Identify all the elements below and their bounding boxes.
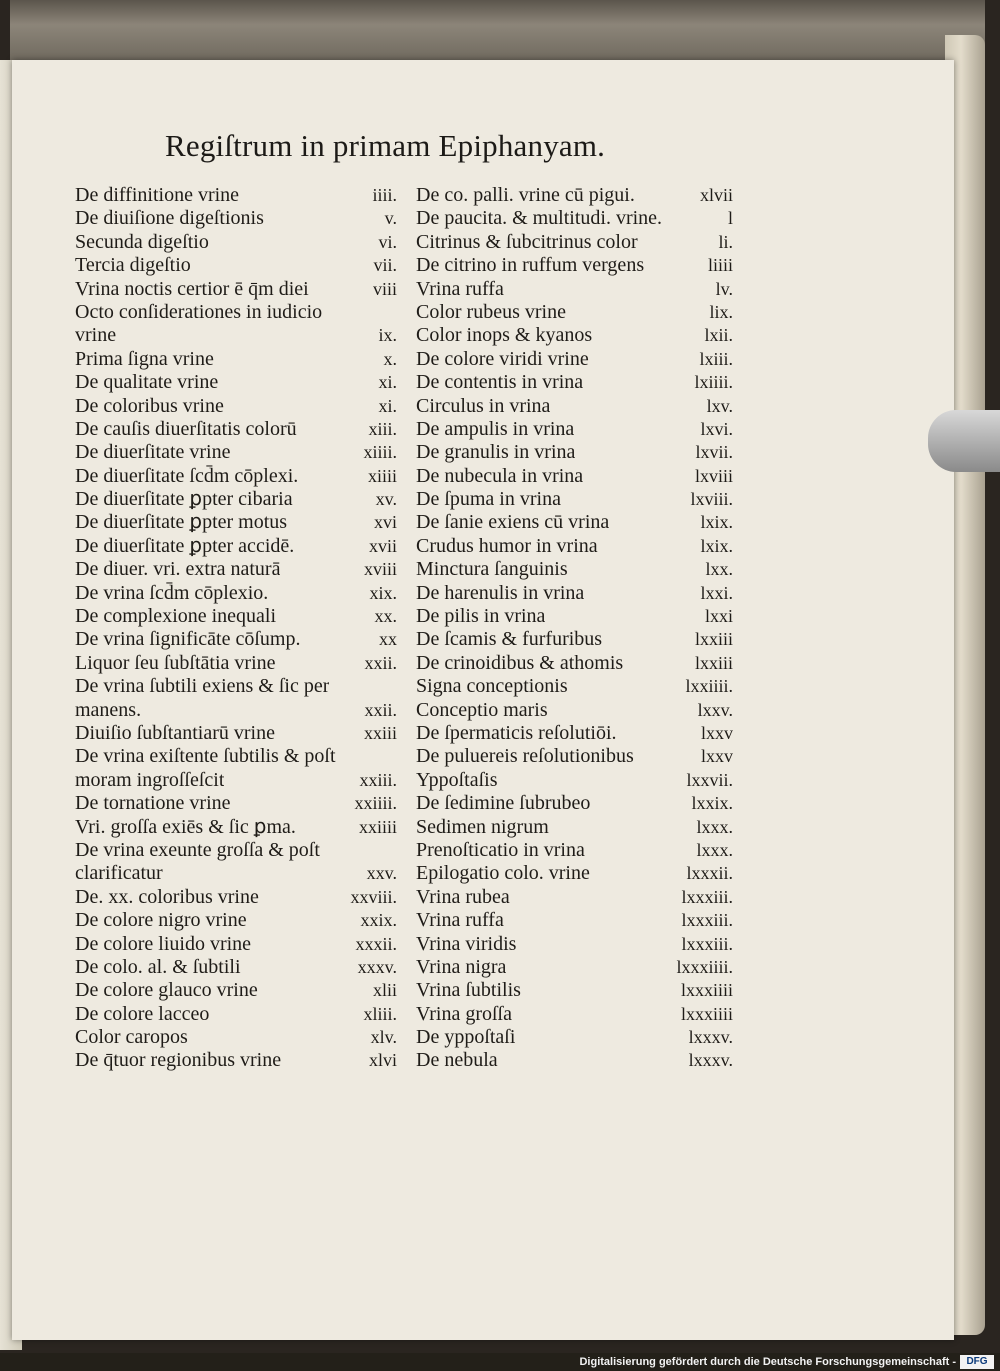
entry-label: Color caropos: [75, 1026, 188, 1049]
entry-folio: lxxv: [700, 746, 733, 767]
register-entry: [416, 1003, 733, 1026]
entry-folio: xv.: [375, 489, 397, 510]
entry-label: De colore viridi vrine: [416, 347, 589, 370]
entry-label: Vrina ſubtilis: [416, 979, 521, 1002]
entry-folio: lxxxiiii: [680, 980, 733, 1001]
entry-label: De colore liuido vrine: [75, 932, 252, 955]
entry-label: De ſpermaticis reſolutiōi.: [416, 721, 617, 744]
entry-label: De ſpuma in vrina: [416, 488, 561, 511]
entry-folio: lxviii.: [690, 489, 733, 510]
entry-label: Vrina rubea: [416, 885, 510, 908]
register-entry: [75, 792, 397, 815]
register-entry: [416, 231, 733, 254]
entry-label: Vrina ruffa: [416, 909, 504, 932]
footer-credit: Digitalisierung gefördert durch die Deutsche Forschungsgemeinschaft -: [579, 1356, 956, 1368]
page-clip: [928, 410, 1000, 472]
register-entry: [416, 488, 733, 511]
entry-label: De complexione inequali: [75, 605, 277, 628]
register-entry: [75, 699, 397, 722]
entry-label: Color inops & kyanos: [416, 324, 593, 347]
entry-label: De diuer. vri. extra naturā: [75, 558, 281, 581]
entry-label: De nebula: [416, 1049, 498, 1072]
entry-folio: lxxiiii.: [685, 676, 733, 697]
entry-label: De granulis in vrina: [416, 441, 576, 464]
entry-folio: lxxi.: [700, 582, 733, 603]
entry-label: vrine: [75, 324, 117, 347]
entry-label: Minctura ſanguinis: [416, 558, 568, 581]
entry-label: De contentis in vrina: [416, 371, 584, 394]
entry-label: De puluereis reſolutionibus: [416, 745, 634, 768]
entry-folio: x.: [383, 348, 397, 369]
register-entry: [75, 839, 397, 862]
register-entry: [416, 956, 733, 979]
entry-folio: lxv.: [706, 395, 733, 416]
entry-folio: xlvii: [699, 185, 733, 205]
register-entry: [416, 278, 733, 301]
register-entry: [75, 722, 397, 745]
entry-folio: xxxii.: [355, 933, 397, 954]
register-entry: [416, 184, 733, 207]
register-entry: [416, 792, 733, 815]
register-entry: [75, 979, 397, 1002]
register-entry: [75, 1049, 397, 1072]
register-entry: [75, 441, 397, 464]
entry-folio: lxxxiiii: [680, 1003, 733, 1024]
entry-folio: lxxiii: [694, 652, 733, 673]
entry-label: Color rubeus vrine: [416, 300, 566, 323]
entry-label: De vrina ſubtili exiens & ſic per: [75, 675, 330, 698]
entry-label: De crinoidibus & athomis: [416, 651, 624, 674]
entry-label: manens.: [75, 698, 142, 721]
register-entry: [416, 816, 733, 839]
entry-label: Sedimen nigrum: [416, 815, 549, 838]
register-entry: [75, 535, 397, 558]
entry-label: De co. palli. vrine cū pigui.: [416, 184, 635, 206]
entry-label: De diffinitione vrine: [75, 184, 240, 206]
register-entry: [75, 745, 397, 768]
entry-label: De coloribus vrine: [75, 394, 224, 417]
register-entry: [75, 956, 397, 979]
register-entry: [416, 207, 733, 230]
entry-folio: lxiiii.: [694, 372, 733, 393]
entry-folio: xlv.: [370, 1027, 397, 1048]
entry-label: Vrina ruffa: [416, 277, 504, 300]
register-entry: [416, 441, 733, 464]
register-entry: [75, 278, 397, 301]
entry-label: De diuerſitate ꝑpter accidē.: [75, 534, 295, 557]
register-entry: [75, 511, 397, 534]
entry-label: Vri. groſſa exiēs & ſic ꝑma.: [75, 815, 296, 838]
register-entry: [416, 933, 733, 956]
entry-label: Vrina nigra: [416, 955, 507, 978]
entry-folio: lxxi: [704, 606, 733, 627]
register-entry: [416, 862, 733, 885]
entry-folio: lxxxiii.: [681, 933, 733, 954]
entry-label: De colo. al. & ſubtili: [75, 955, 241, 978]
entry-label: Epilogatio colo. vrine: [416, 862, 590, 885]
register-entry: [75, 184, 397, 207]
register-entry: [416, 511, 733, 534]
register-entry: [416, 254, 733, 277]
entry-label: De colore nigro vrine: [75, 909, 247, 932]
register-entry: [75, 605, 397, 628]
entry-label: De cauſis diuerſitatis colorū: [75, 417, 297, 440]
entry-folio: xxv.: [366, 863, 397, 884]
entry-folio: lxxxii.: [686, 863, 733, 884]
register-entry: [416, 465, 733, 488]
entry-folio: xxiiii.: [354, 793, 397, 814]
entry-label: De diuiſione digeſtionis: [75, 207, 264, 230]
entry-label: Vrina noctis certior ē q̄m diei: [75, 277, 309, 300]
register-entry: [416, 722, 733, 745]
entry-folio: lxix.: [700, 512, 733, 533]
entry-label: Vrina groſſa: [416, 1002, 512, 1025]
entry-folio: xi.: [378, 372, 397, 393]
register-entry: [416, 909, 733, 932]
entry-folio: lxvii.: [695, 442, 733, 463]
entry-label: Signa conceptionis: [416, 675, 568, 698]
entry-folio: viii: [372, 278, 397, 299]
register-entry: [75, 816, 397, 839]
entry-folio: xvii: [368, 535, 397, 556]
entry-folio: xxii.: [364, 652, 397, 673]
entry-folio: xlii: [372, 980, 397, 1001]
entry-folio: lxxvii.: [686, 769, 733, 790]
entry-label: Citrinus & ſubcitrinus color: [416, 230, 638, 253]
entry-label: De paucita. & multitudi. vrine.: [416, 207, 663, 230]
entry-label: De nubecula in vrina: [416, 464, 584, 487]
page-title: Regiſtrum in primam Epiphanyam.: [165, 128, 606, 163]
register-left-column: [75, 184, 397, 1073]
entry-folio: lxxxv.: [688, 1027, 733, 1048]
register-right-column: [416, 184, 733, 1073]
register-entry: [75, 1003, 397, 1026]
register-entry: [75, 348, 397, 371]
register-entry: [416, 839, 733, 862]
entry-label: De vrina exeunte groſſa & poſt: [75, 838, 320, 861]
register-entry: [416, 558, 733, 581]
entry-label: De ampulis in vrina: [416, 417, 575, 440]
entry-label: De qualitate vrine: [75, 371, 219, 394]
entry-label: De q̄tuor regionibus vrine: [75, 1049, 282, 1072]
entry-folio: lxxv: [700, 722, 733, 743]
entry-label: Secunda digeſtio: [75, 230, 209, 253]
entry-folio: iiii.: [372, 185, 397, 205]
entry-folio: lxxv.: [697, 699, 733, 720]
entry-folio: lxxxiii.: [681, 886, 733, 907]
register-entry: [416, 395, 733, 418]
register-entry: [416, 1049, 733, 1072]
entry-label: De ſanie exiens cū vrina: [416, 511, 610, 534]
entry-folio: xxiii.: [359, 769, 397, 790]
entry-folio: vii.: [373, 255, 397, 276]
register-entry: [416, 699, 733, 722]
register-entry: [75, 769, 397, 792]
register-entry: [75, 395, 397, 418]
entry-folio: l: [727, 208, 733, 229]
register-entry: [75, 933, 397, 956]
entry-folio: xiiii.: [363, 442, 397, 463]
entry-folio: xix.: [369, 582, 397, 603]
entry-label: De vrina ſcd̄m cōplexio.: [75, 581, 269, 604]
register-entry: [75, 628, 397, 651]
register-entry: [75, 558, 397, 581]
register-entry: [416, 652, 733, 675]
register-entry: [75, 675, 397, 698]
register-entry: [416, 348, 733, 371]
entry-folio: li.: [718, 231, 733, 252]
entry-label: De pilis in vrina: [416, 605, 546, 628]
register-entry: [416, 582, 733, 605]
entry-label: De diuerſitate ꝑpter cibaria: [75, 488, 293, 511]
entry-folio: xxiii: [363, 722, 397, 743]
entry-label: De yppoſtaſi: [416, 1026, 516, 1049]
entry-label: De citrino in ruffum vergens: [416, 254, 645, 277]
entry-folio: xi.: [378, 395, 397, 416]
entry-folio: lix.: [709, 301, 733, 322]
entry-label: De harenulis in vrina: [416, 581, 585, 604]
entry-label: Liquor ſeu ſubſtātia vrine: [75, 651, 276, 674]
entry-label: Conceptio maris: [416, 698, 548, 721]
entry-label: De ſcamis & furfuribus: [416, 628, 603, 651]
entry-label: Crudus humor in vrina: [416, 534, 598, 557]
register-entry: [416, 324, 733, 347]
entry-folio: xiiii: [367, 465, 397, 486]
entry-label: De tornatione vrine: [75, 792, 231, 815]
register-entry: [416, 535, 733, 558]
entry-label: De ſedimine ſubrubeo: [416, 792, 591, 815]
entry-folio: lxiii.: [699, 348, 733, 369]
register-entry: [416, 886, 733, 909]
entry-folio: xx.: [374, 606, 397, 627]
entry-folio: lxxxiii.: [681, 910, 733, 931]
entry-folio: xlvi: [368, 1050, 397, 1071]
book-top-edge: [10, 0, 985, 62]
entry-folio: lxxx.: [696, 839, 733, 860]
entry-label: De. xx. coloribus vrine: [75, 885, 259, 908]
entry-label: moram ingroſſeſcit: [75, 768, 225, 791]
entry-folio: xviii: [363, 559, 397, 580]
entry-folio: xxviii.: [350, 886, 397, 907]
register-entry: [75, 324, 397, 347]
entry-label: Circulus in vrina: [416, 394, 551, 417]
register-entry: [75, 862, 397, 885]
entry-folio: xvi: [373, 512, 397, 533]
entry-folio: xxiiii: [358, 816, 397, 837]
register-entry: [416, 605, 733, 628]
register-entry: [75, 418, 397, 441]
entry-folio: liiii: [707, 255, 733, 276]
register-entry: [75, 1026, 397, 1049]
entry-label: Octo conſiderationes in iudicio: [75, 300, 323, 323]
entry-folio: lxviii: [694, 465, 733, 486]
entry-label: Yppoſtaſis: [416, 768, 498, 791]
entry-folio: xx: [379, 629, 397, 650]
entry-folio: lv.: [715, 278, 733, 299]
register-entry: [416, 1026, 733, 1049]
register-entry: [75, 465, 397, 488]
register-entry: [416, 675, 733, 698]
entry-folio: lxii.: [704, 325, 733, 346]
entry-folio: vi.: [378, 231, 397, 252]
entry-label: De vrina exiſtente ſubtilis & poſt: [75, 745, 336, 768]
register-entry: [416, 371, 733, 394]
entry-label: Vrina viridis: [416, 932, 517, 955]
entry-folio: v.: [384, 208, 397, 229]
register-entry: [75, 231, 397, 254]
entry-label: De diuerſitate ꝑpter motus: [75, 511, 288, 534]
entry-folio: xliii.: [363, 1003, 397, 1024]
entry-folio: xxxv.: [357, 956, 397, 977]
register-entry: [416, 979, 733, 1002]
entry-folio: xxii.: [364, 699, 397, 720]
entry-folio: xxix.: [360, 910, 397, 931]
entry-label: Prenoſticatio in vrina: [416, 838, 585, 861]
entry-label: De colore glauco vrine: [75, 979, 258, 1002]
register-entry: [75, 488, 397, 511]
entry-folio: lxix.: [700, 535, 733, 556]
entry-label: Diuiſio ſubſtantiarū vrine: [75, 721, 275, 744]
entry-label: De colore lacceo: [75, 1002, 210, 1025]
register-entry: [75, 652, 397, 675]
entry-label: De diuerſitate vrine: [75, 441, 231, 464]
entry-folio: lxxxv.: [688, 1050, 733, 1071]
register-entry: [75, 371, 397, 394]
entry-folio: lxxx.: [696, 816, 733, 837]
dfg-logo: DFG: [960, 1355, 994, 1369]
entry-label: Prima ſigna vrine: [75, 347, 214, 370]
entry-folio: lxx.: [705, 559, 733, 580]
register-entry: [75, 207, 397, 230]
entry-folio: xiii.: [368, 418, 397, 439]
register-entry: [416, 769, 733, 792]
register-entry: [75, 582, 397, 605]
entry-folio: lxxiii: [694, 629, 733, 650]
register-entry: [75, 254, 397, 277]
entry-label: Tercia digeſtio: [75, 254, 191, 277]
entry-folio: ix.: [378, 325, 397, 346]
register-entry: [416, 745, 733, 768]
entry-label: De vrina ſignificāte cōſump.: [75, 628, 301, 651]
entry-label: clarificatur: [75, 862, 163, 885]
register-entry: [75, 301, 397, 324]
entry-label: De diuerſitate ſcd̄m cōplexi.: [75, 464, 299, 487]
entry-folio: lxxxiiii.: [676, 956, 733, 977]
register-entry: [416, 418, 733, 441]
entry-folio: lxxix.: [691, 793, 733, 814]
entry-folio: lxvi.: [700, 418, 733, 439]
register-entry: [75, 909, 397, 932]
register-entry: [75, 886, 397, 909]
register-entry: [416, 628, 733, 651]
register-entry: [416, 301, 733, 324]
